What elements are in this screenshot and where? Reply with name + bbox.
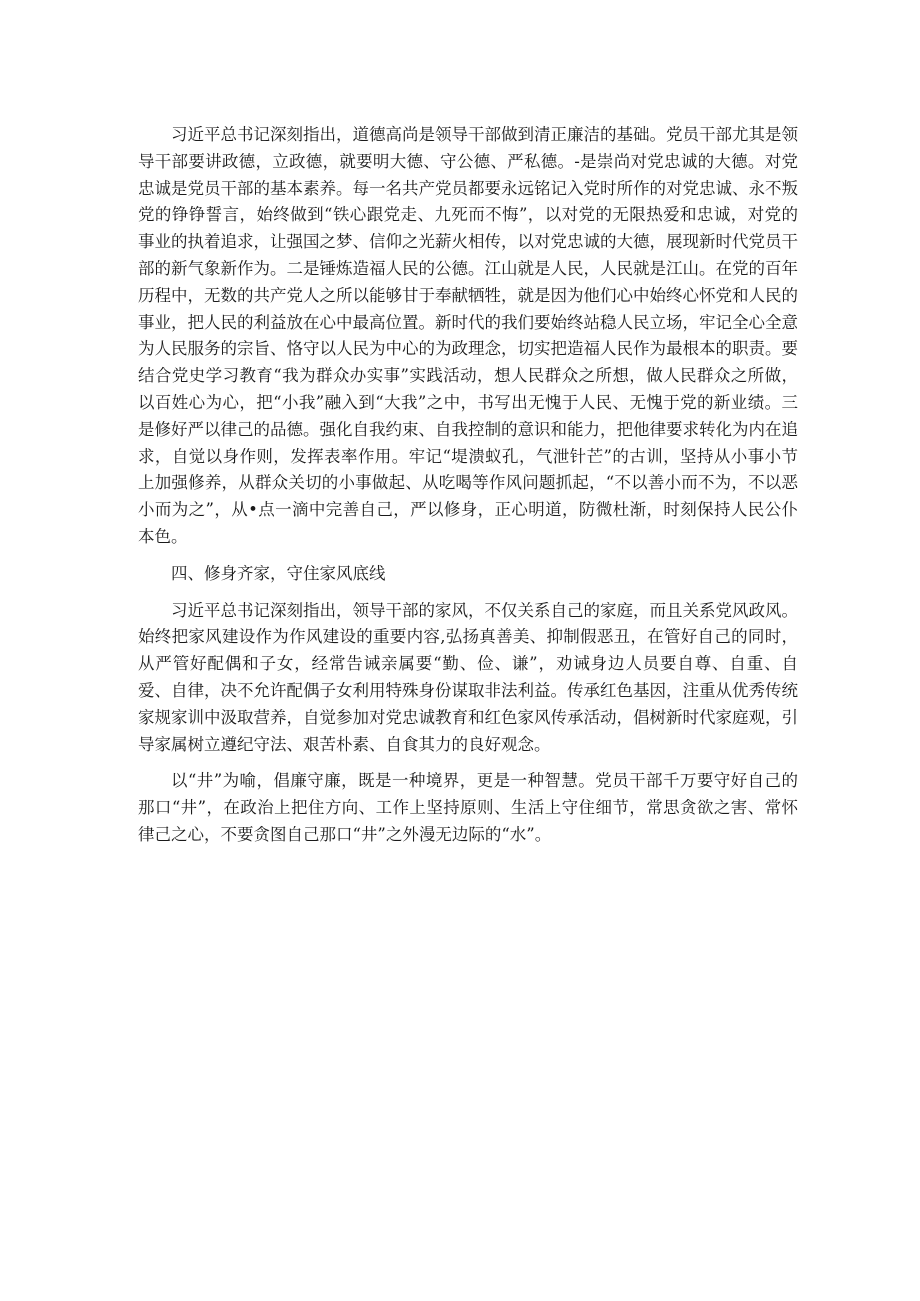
paragraph-moral-integrity: 习近平总书记深刻指出，道德高尚是领导干部做到清正廉洁的基础。党员干部尤其是领导干部要讲政德，立政德，就要明大德、守公德、严私德。-是崇尚对党忠诚的大德。对党忠诚是党员干部的基本素养。每一名共产党员都要永远铭记入党时所作的对党忠诚、永不叛党的铮铮誓言，始终做到“铁心跟党走、九死而不悔”，以对党的无限热爱和忠诚，对党的事业的执着追求，让强国之梦、信仰之光薪火相传，以对党忠诚的大德，展现新时代党员干部的新气象新作为。二是锤炼造福人民的公德。江山就是人民，人民就是江山。在党的百年历程中，无数的共产党人之所以能够甘于奉献牺牲，就是因为他们心中始终心怀党和人民的事业，把人民的利益放在心中最高位置。新时代的我们要始终站稳人民立场，牢记全心全意为人民服务的宗旨、恪守以人民为中心的为政理念，切实把造福人民作为最根本的职责。要结合党史学习教育“我为群众办实事”实践活动，想人民群众之所想，做人民群众之所做，以百姓心为心，把“小我”融入到“大我”之中，书写出无愧于人民、无愧于党的新业绩。三是修好严以律己的品德。强化自我约束、自我控制的意识和能力，把他律要求转化为内在追求，自觉以身作则，发挥表率作用。牢记“堤溃蚁孔，气泄针芒”的古训，坚持从小事小节上加强修养，从群众关切的小事做起、从吃喝等作风问题抓起，“不以善小而不为，不以恶小而为之”，从•点一滴中完善自己，严以修身，正心明道，防微杜渐，时刻保持人民公仆本色。 xyxy=(138,125,798,546)
section-heading-family-values: 四、修身齐家，守住家风底线 xyxy=(171,563,386,583)
paragraph-well-metaphor: 以“井”为喻，倡廉守廉，既是一种境界，更是一种智慧。党员干部千万要守好自己的那口“井”，在政治上把住方向、工作上坚持原则、生活上守住细节，常思贪欲之害、常怀律己之心，不要贪图自己那口“井”之外漫无边际的“水”。 xyxy=(138,771,798,844)
paragraph-family-values: 习近平总书记深刻指出，领导干部的家风，不仅关系自己的家庭，而且关系党风政风。始终把家风建设作为作风建设的重要内容,弘扬真善美、抑制假恶丑，在管好自己的同时，从严管好配偶和子女，经常告诫亲属要“勤、俭、谦”，劝诫身边人员要自尊、自重、自爱、自律，决不允许配偶子女利用特殊身份谋取非法利益。传承红色基因，注重从优秀传统家规家训中汲取营养，自觉参加对党忠诚教育和红色家风传承活动，倡树新时代家庭观，引导家属树立遵纪守法、艰苦朴素、自食其力的良好观念。 xyxy=(138,600,798,754)
document-body xyxy=(138,122,798,849)
